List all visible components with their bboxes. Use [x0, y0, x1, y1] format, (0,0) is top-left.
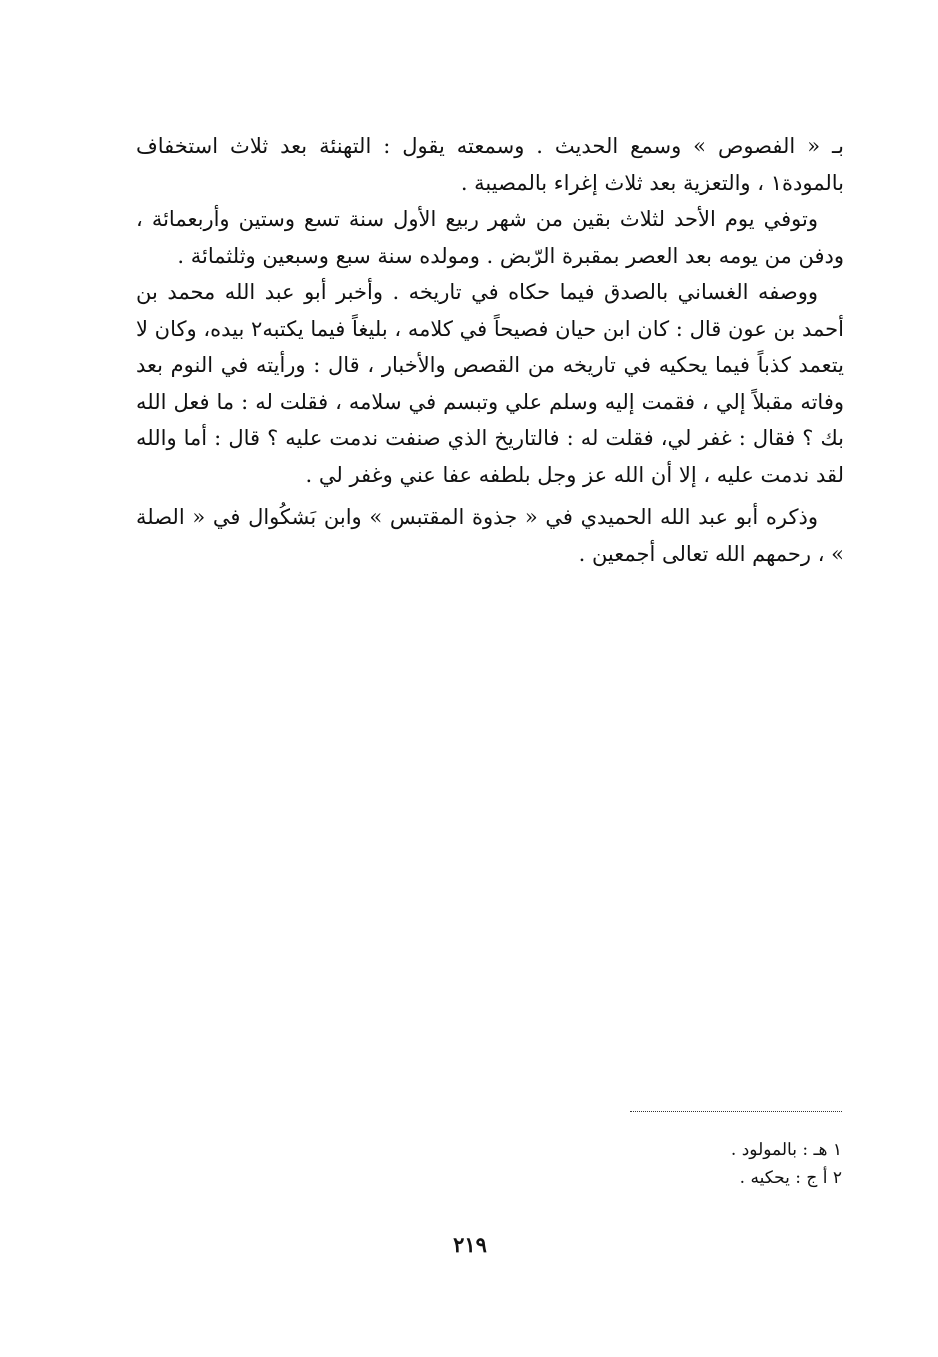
paragraph-4: وذكره أبو عبد الله الحميدي في « جذوة المقتبس » وابن بَشكُوال في « الصلة » ، رحمهم الله تعالى أجمعين .: [136, 505, 844, 566]
main-text: [136, 128, 844, 572]
paragraph-3: ووصفه الغساني بالصدق فيما حكاه في تاريخه . وأخبر أبو عبد الله محمد بن أحمد بن عون قال : كان ابن حيان فصيحاً في كلامه ، بليغاً فيما يكتبه٢ بيده، وكان لا يتعمد كذباً فيما يحكيه في تاريخه من القصص والأخبار ، قال : ورأيته في النوم بعد وفاته مقبلاً إلي ، فقمت إليه وسلم علي وتبسم في سلامه ، فقلت له : ما فعل الله بك ؟ فقال : غفر لي، فقلت له : فالتاريخ الذي صنفت ندمت عليه ؟ قال : أما والله لقد ندمت عليه ، إلا أن الله عز وجل بلطفه عفا عني وغفر لي .: [136, 280, 844, 487]
footnote-2: ٢ أ ج : يحكيه .: [739, 1168, 842, 1188]
page-number: ٢١٩: [453, 1232, 487, 1257]
footnotes: [560, 1136, 842, 1192]
paragraph-1: بـ « الفصوص » وسمع الحديث . وسمعته يقول : التهنئة بعد ثلاث استخفاف بالمودة١ ، والتعزية بعد ثلاث إغراء بالمصيبة .: [136, 134, 844, 195]
footnote-divider: [630, 1111, 842, 1112]
footnote-1: ١ هـ : بالمولود .: [730, 1140, 842, 1160]
paragraph-2: وتوفي يوم الأحد لثلاث بقين من شهر ربيع الأول سنة تسع وستين وأربعمائة ، ودفن من يومه بعد العصر بمقبرة الرّبض . ومولده سنة سبع وسبعين وثلثمائة .: [136, 207, 844, 268]
